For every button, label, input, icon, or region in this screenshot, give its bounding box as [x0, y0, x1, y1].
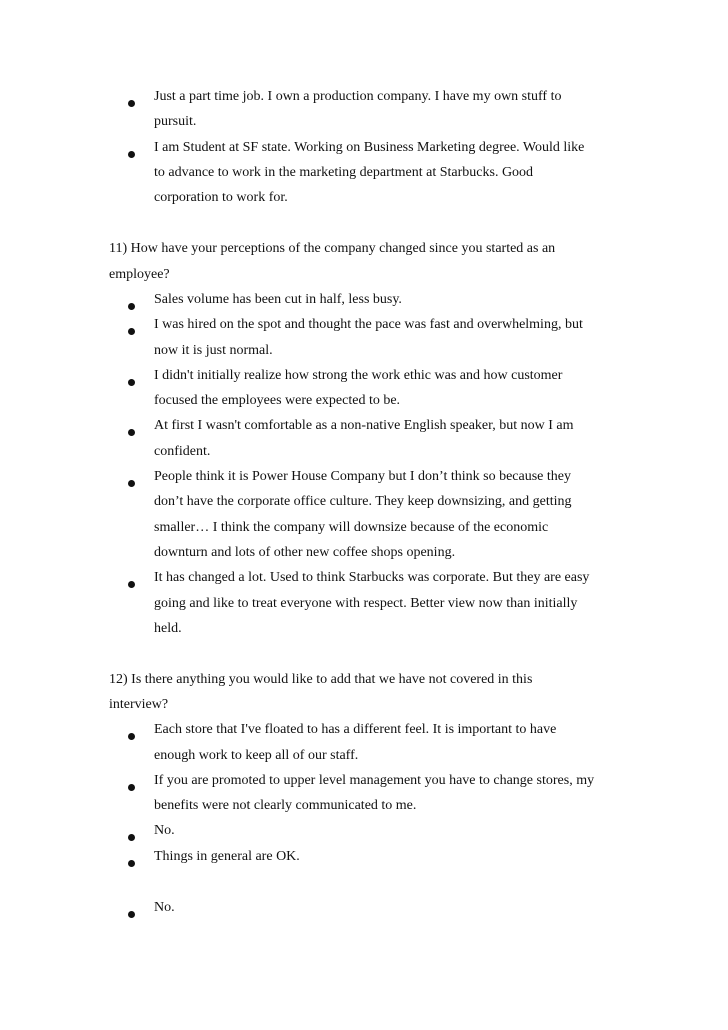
intro-answer-1-line-2: pursuit. [154, 114, 197, 129]
q11-answer-2-line-2: now it is just normal. [154, 343, 273, 358]
bullet-dot [128, 581, 135, 588]
q11-answer-3-line-1: I didn't initially realize how strong the work ethic was and how customer [154, 368, 563, 383]
q11-answer-5-line-2: don’t have the corporate office culture. They keep downsizing, and getting [154, 494, 572, 509]
bullet-dot [128, 733, 135, 740]
question-11-line-2: employee? [109, 267, 170, 282]
q11-answer-5-line-3: smaller… I think the company will downsize because of the economic [154, 520, 549, 535]
bullet-dot [128, 303, 135, 310]
bullet-dot [128, 911, 135, 918]
q12-answer-3: No. [154, 823, 175, 838]
bullet-dot [128, 328, 135, 335]
q11-answer-4-line-2: confident. [154, 444, 211, 459]
bullet-dot [128, 100, 135, 107]
q11-answer-6-line-2: going and like to treat everyone with respect. Better view now than initially [154, 596, 578, 611]
bullet-dot [128, 429, 135, 436]
q12-answer-2-line-2: benefits were not clearly communicated to me. [154, 798, 417, 813]
bullet-dot [128, 860, 135, 867]
bullet-dot [128, 379, 135, 386]
q12-answer-5: No. [154, 900, 175, 915]
q11-answer-6-line-1: It has changed a lot. Used to think Starbucks was corporate. But they are easy [154, 570, 590, 585]
bullet-dot [128, 480, 135, 487]
q11-answer-6-line-3: held. [154, 621, 182, 636]
q12-answer-1-line-2: enough work to keep all of our staff. [154, 748, 359, 763]
q11-answer-3-line-2: focused the employees were expected to be. [154, 393, 401, 408]
intro-answer-2-line-2: to advance to work in the marketing department at Starbucks. Good [154, 165, 534, 180]
q12-answer-1-line-1: Each store that I've floated to has a different feel. It is important to have [154, 722, 557, 737]
bullet-dot [128, 834, 135, 841]
q11-answer-1: Sales volume has been cut in half, less busy. [154, 292, 402, 307]
q11-answer-5-line-1: People think it is Power House Company but I don’t think so because they [154, 469, 571, 484]
question-12-line-2: interview? [109, 697, 169, 712]
q11-answer-2-line-1: I was hired on the spot and thought the pace was fast and overwhelming, but [154, 317, 583, 332]
q11-answer-5-line-4: downturn and lots of other new coffee shops opening. [154, 545, 456, 560]
q12-answer-4: Things in general are OK. [154, 849, 300, 864]
intro-answer-2-line-3: corporation to work for. [154, 190, 288, 205]
question-11-line-1: 11) How have your perceptions of the company changed since you started as an [109, 241, 556, 256]
q11-answer-4-line-1: At first I wasn't comfortable as a non-native English speaker, but now I am [154, 418, 574, 433]
bullet-dot [128, 784, 135, 791]
bullet-dot [128, 151, 135, 158]
question-12-line-1: 12) Is there anything you would like to add that we have not covered in this [109, 672, 533, 687]
q12-answer-2-line-1: If you are promoted to upper level management you have to change stores, my [154, 773, 595, 788]
intro-answer-2-line-1: I am Student at SF state. Working on Business Marketing degree. Would like [154, 140, 585, 155]
intro-answer-1-line-1: Just a part time job. I own a production company. I have my own stuff to [154, 89, 562, 104]
